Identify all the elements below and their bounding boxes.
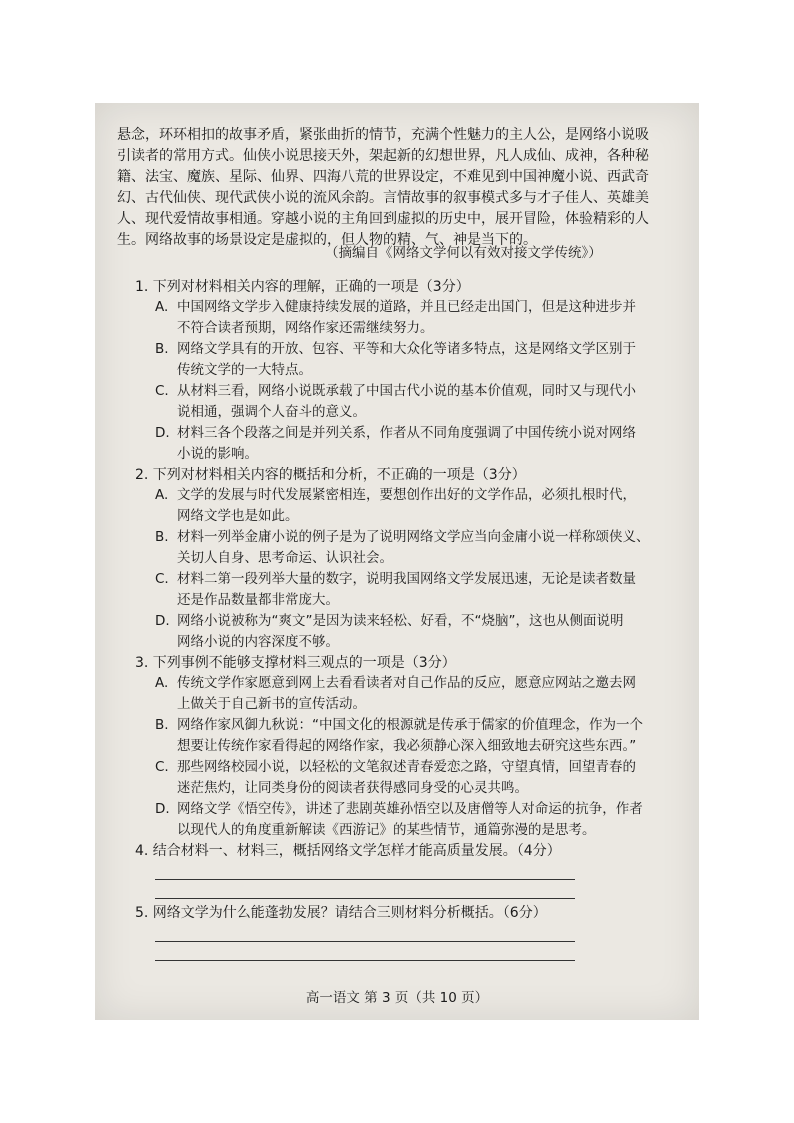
option-c (155, 569, 690, 611)
option-line: 关切人自身、思考命运、认识社会。 (177, 550, 393, 566)
answer-line[interactable] (155, 942, 575, 961)
option-a (155, 485, 690, 527)
option-a (155, 673, 690, 715)
option-d (155, 611, 690, 653)
option-line: 上做关于自己新书的宣传活动。 (177, 696, 366, 712)
page-footer: 高一语文 第 3 页（共 10 页） (305, 990, 489, 1006)
option-line: 网络小说被称为“爽文”是因为读来轻松、好看，不“烧脑”，这也从侧面说明 (177, 613, 624, 629)
option-b (155, 339, 690, 381)
question-stem: 4. 结合材料一、材料三，概括网络文学怎样才能高质量发展。（4分） (135, 843, 561, 859)
question-stem: 5. 网络文学为什么能蓬勃发展？请结合三则材料分析概括。（6分） (135, 905, 547, 921)
option-a (155, 297, 690, 339)
option-letter: B. (155, 717, 169, 733)
option-line: 材料二第一段列举大量的数字，说明我国网络文学发展迅速，无论是读者数量 (177, 571, 636, 587)
option-line: 网络小说的内容深度不够。 (177, 634, 339, 650)
option-line: 那些网络校园小说，以轻松的文笔叙述青春爱恋之路，守望真情，回望青春的 (177, 759, 636, 775)
passage-text (117, 125, 687, 251)
option-letter: C. (155, 759, 169, 775)
question-2 (135, 465, 690, 653)
option-line: 想要让传统作家看得起的网络作家，我必须静心深入细致地去研究这些东西。” (177, 738, 637, 754)
question-stem: 2. 下列对材料相关内容的概括和分析，不正确的一项是（3分） (135, 467, 526, 483)
passage-line: 幻、古代仙侠、现代武侠小说的流风余韵。言情故事的叙事模式多与才子佳人、英雄美 (117, 190, 649, 206)
option-line: 网络作家风御九秋说：“中国文化的根源就是传承于儒家的价值理念，作为一个 (177, 717, 643, 733)
question-stem: 3. 下列事例不能够支撑材料三观点的一项是（3分） (135, 655, 456, 671)
option-d (155, 799, 690, 841)
option-line: 传统文学作家愿意到网上去看看读者对自己作品的反应，愿意应网站之邀去网 (177, 675, 636, 691)
passage-line: 引读者的常用方式。仙侠小说思接天外，架起新的幻想世界，凡人成仙、成神，各种秘 (117, 148, 649, 164)
option-line: 传统文学的一大特点。 (177, 362, 312, 378)
option-d (155, 423, 690, 465)
option-line: 网络文学也是如此。 (177, 508, 299, 524)
option-line: 材料三各个段落之间是并列关系，作者从不同角度强调了中国传统小说对网络 (177, 425, 636, 441)
option-letter: D. (155, 801, 170, 817)
option-line: 迷茫焦灼，让同类身份的阅读者获得感同身受的心灵共鸣。 (177, 780, 528, 796)
passage-line: 人、现代爱情故事相通。穿越小说的主角回到虚拟的历史中，展开冒险，体验精彩的人 (117, 211, 649, 227)
option-letter: D. (155, 613, 170, 629)
option-letter: A. (155, 299, 169, 315)
passage-line: 悬念，环环相扣的故事矛盾，紧张曲折的情节，充满个性魅力的主人公，是网络小说吸 (117, 127, 649, 143)
option-letter: A. (155, 675, 169, 691)
option-line: 不符合读者预期，网络作家还需继续努力。 (177, 320, 434, 336)
question-stem: 1. 下列对材料相关内容的理解，正确的一项是（3分） (135, 279, 470, 295)
option-line: 材料一列举金庸小说的例子是为了说明网络文学应当向金庸小说一样称颂侠义、 (177, 529, 650, 545)
answer-line[interactable] (155, 880, 575, 899)
question-1 (135, 277, 690, 465)
question-list (135, 277, 690, 961)
option-line: 说相通，强调个人奋斗的意义。 (177, 404, 366, 420)
option-b (155, 527, 690, 569)
answer-line[interactable] (155, 861, 575, 880)
option-line: 网络文学具有的开放、包容、平等和大众化等诸多特点，这是网络文学区别于 (177, 341, 636, 357)
option-letter: B. (155, 341, 169, 357)
passage-line: 籍、法宝、魔族、星际、仙界、四海八荒的世界设定，不难见到中国神魔小说、西武奇 (117, 169, 649, 185)
option-line: 文学的发展与时代发展紧密相连，要想创作出好的文学作品，必须扎根时代， (177, 487, 636, 503)
option-letter: C. (155, 571, 169, 587)
option-line: 小说的影响。 (177, 446, 258, 462)
option-b (155, 715, 690, 757)
passage-line: 生。网络故事的场景设定是虚拟的，但人物的精、气、神是当下的。 (117, 232, 537, 248)
option-line: 还是作品数量都非常庞大。 (177, 592, 339, 608)
option-c (155, 381, 690, 423)
option-line: 网络文学《悟空传》，讲述了悲剧英雄孙悟空以及唐僧等人对命运的抗争，作者 (177, 801, 643, 817)
question-5 (135, 903, 690, 961)
option-c (155, 757, 690, 799)
option-letter: A. (155, 487, 169, 503)
question-3 (135, 653, 690, 841)
option-line: 中国网络文学步入健康持续发展的道路，并且已经走出国门，但是这种进步并 (177, 299, 636, 315)
option-line: 以现代人的角度重新解读《西游记》的某些情节，通篇弥漫的是思考。 (177, 822, 596, 838)
option-letter: D. (155, 425, 170, 441)
option-line: 从材料三看，网络小说既承载了中国古代小说的基本价值观，同时又与现代小 (177, 383, 636, 399)
passage-source: （摘编自《网络文学何以有效对接文学传统》） (325, 245, 602, 261)
option-letter: C. (155, 383, 169, 399)
option-letter: B. (155, 529, 169, 545)
answer-line[interactable] (155, 923, 575, 942)
document-photo (95, 103, 699, 1020)
question-4 (135, 841, 690, 903)
